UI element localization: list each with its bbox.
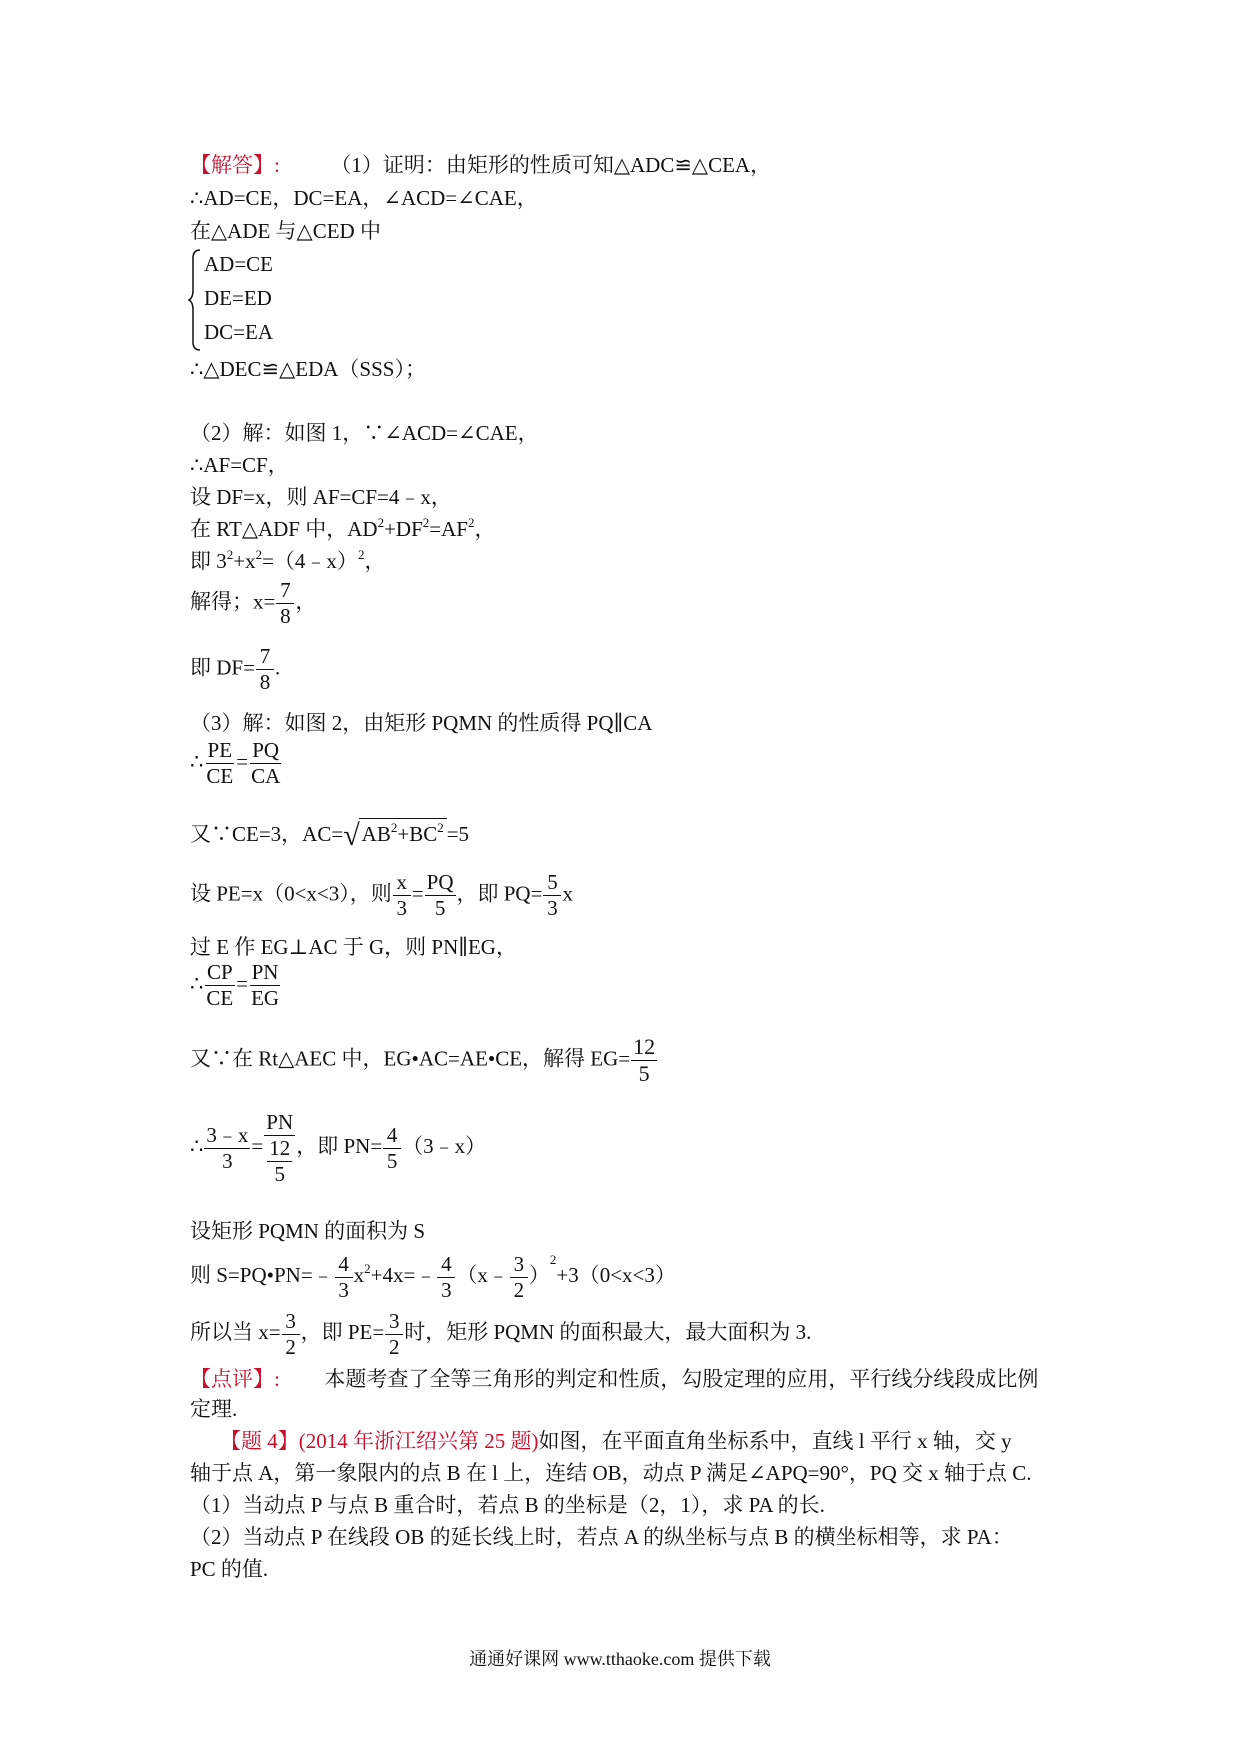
superscript: 2	[377, 515, 385, 530]
text: .	[274, 655, 281, 680]
text: +4x=﹣	[370, 1263, 437, 1287]
fraction	[543, 872, 561, 919]
text: 又∵在 Rt△AEC 中，EG•AC=AE•CE，解得 EG=	[190, 1046, 631, 1071]
p3-line6	[190, 962, 282, 1009]
text: x	[353, 1263, 365, 1287]
numerator: PQ	[426, 870, 454, 894]
fraction	[249, 962, 281, 1009]
comment-heading: 【点评】:	[190, 1367, 280, 1391]
superscript: 2	[364, 1261, 371, 1276]
superscript: 2	[549, 1252, 557, 1267]
p3-line4	[190, 872, 573, 919]
numerator: 4	[335, 1254, 353, 1278]
text: ，	[474, 517, 496, 541]
equals: =	[251, 1134, 264, 1158]
text: 则 S=PQ•PN=﹣	[190, 1263, 334, 1287]
text: =AF	[429, 517, 468, 541]
p3-line2	[190, 740, 283, 787]
therefore-symbol: ∴	[190, 971, 204, 996]
numerator: 3	[385, 1311, 403, 1335]
text: （3﹣x）	[402, 1134, 487, 1158]
page-footer: 通通好课网 www.tthaoke.com 提供下载	[469, 1649, 771, 1669]
problem4-label: 【题 4】(2014 年浙江绍兴第 25 题)	[220, 1429, 539, 1453]
fraction	[276, 580, 294, 627]
denominator: 5	[434, 896, 446, 920]
p2-line7	[190, 646, 280, 693]
numerator: x	[393, 872, 411, 896]
numerator: 7	[256, 646, 274, 670]
fraction	[385, 1308, 403, 1359]
superscript: 2	[357, 547, 365, 562]
denominator: CA	[251, 764, 281, 788]
p3-line10	[190, 1240, 676, 1310]
problem4-line-1	[220, 1428, 1012, 1454]
text: ，即 PN=	[296, 1134, 383, 1158]
denominator: CE	[206, 986, 234, 1010]
p3-line5: 过 E 作 EG⊥AC 于 G，则 PN∥EG，	[190, 935, 517, 959]
denominator: 2	[513, 1277, 525, 1302]
text: 在 RT△ADF 中，AD	[190, 517, 378, 541]
therefore-symbol: ∴	[190, 749, 204, 774]
equals: =	[236, 971, 249, 996]
p3-line3	[190, 818, 469, 850]
numerator: 12	[269, 1135, 291, 1160]
fraction	[631, 1036, 657, 1085]
p1-line2: ∴AD=CE，DC=EA，∠ACD=∠CAE，	[190, 186, 538, 210]
denominator: 3	[338, 1277, 349, 1302]
equals: =	[411, 881, 424, 906]
problem4-text: 如图，在平面直角坐标系中，直线 l 平行 x 轴，交 y	[538, 1429, 1012, 1453]
denominator: 5	[386, 1148, 398, 1173]
sqrt-icon: √	[343, 819, 360, 852]
problem4-line-5: PC 的值.	[190, 1557, 269, 1581]
denominator: 3	[222, 1148, 233, 1173]
superscript: 2	[255, 547, 263, 562]
comment-line-2: 定理.	[190, 1397, 238, 1421]
text: 解得；x=	[190, 589, 276, 614]
text: （x﹣	[456, 1263, 509, 1287]
p3-line8	[190, 1106, 486, 1186]
superscript: 2	[422, 515, 430, 530]
denominator: 8	[280, 604, 291, 628]
denominator: 3	[396, 896, 408, 920]
numerator: 3	[282, 1311, 300, 1335]
p3-line11	[190, 1302, 811, 1362]
fraction	[267, 1135, 292, 1186]
p2-line3: 设 DF=x，则 AF=CF=4﹣x，	[190, 485, 452, 509]
numerator: PQ	[252, 738, 280, 762]
p3-line9: 设矩形 PQMN 的面积为 S	[190, 1219, 426, 1243]
fraction	[204, 1122, 250, 1173]
system-row-1: AD=CE	[204, 252, 274, 276]
fraction	[249, 740, 282, 787]
numerator: 7	[276, 580, 294, 604]
text: x	[562, 881, 573, 906]
p2-line1: （2）解：如图 1，∵∠ACD=∠CAE，	[190, 421, 539, 445]
text: 设 PE=x（0<x<3），则	[190, 881, 392, 906]
numerator: 3﹣x	[206, 1122, 249, 1147]
text: +BC	[397, 822, 438, 846]
denominator: 5	[274, 1161, 285, 1186]
sqrt-radicand	[359, 818, 447, 850]
superscript: 2	[390, 820, 398, 835]
fraction	[425, 872, 456, 919]
text: 即 DF=	[190, 655, 255, 680]
denominator: CE	[206, 764, 234, 788]
p1-intro: （1）证明：由矩形的性质可知△ADC≌△CEA，	[330, 153, 772, 177]
denominator: 2	[285, 1334, 296, 1359]
numerator: 5	[543, 872, 561, 896]
problem4-line-3: （1）当动点 P 与点 B 重合时，若点 B 的坐标是（2，1），求 PA 的长.	[190, 1493, 825, 1517]
fraction	[393, 872, 411, 919]
compound-fraction	[264, 1109, 295, 1186]
numerator: PN	[251, 960, 279, 984]
fraction	[256, 646, 274, 693]
text: 又∵CE=3，AC=	[190, 822, 344, 846]
system-row-3: DC=EA	[204, 320, 274, 344]
text: +x	[233, 549, 256, 573]
p2-line5	[190, 548, 385, 577]
denominator	[264, 1136, 295, 1185]
superscript: 2	[226, 547, 234, 562]
denominator: 8	[259, 670, 271, 694]
numerator: 12	[633, 1034, 656, 1059]
left-brace-icon	[188, 248, 202, 352]
text: +3（0<x<3）	[556, 1263, 676, 1287]
denominator: 5	[638, 1061, 650, 1086]
comment-line-1	[190, 1366, 1038, 1392]
fraction	[282, 1308, 300, 1359]
fraction	[510, 1251, 528, 1302]
text: 时，矩形 PQMN 的面积最大，最大面积为 3.	[404, 1320, 812, 1344]
text: ，	[295, 589, 317, 614]
text: ，即 PE=	[300, 1320, 385, 1344]
fraction	[335, 1251, 353, 1302]
p3-line1: （3）解：如图 2，由矩形 PQMN 的性质得 PQ∥CA	[190, 711, 653, 735]
denominator: 3	[441, 1277, 452, 1302]
text: =5	[446, 822, 470, 846]
p1-conclusion: ∴△DEC≌△EDA（SSS）；	[190, 357, 426, 381]
superscript: 2	[437, 820, 444, 835]
text: 即 3	[190, 549, 227, 573]
problem4-line-4: （2）当动点 P 在线段 OB 的延长线上时，若点 A 的纵坐标与点 B 的横坐标相等，求 PA：	[190, 1525, 1013, 1549]
denominator: EG	[251, 986, 280, 1010]
text: 所以当 x=	[190, 1320, 281, 1344]
text: +DF	[384, 517, 423, 541]
p2-line4	[190, 516, 495, 545]
system-row-2: DE=ED	[204, 286, 272, 310]
numerator: PN	[266, 1109, 294, 1134]
denominator: 2	[388, 1334, 400, 1359]
numerator: CP	[206, 960, 233, 984]
fraction	[437, 1251, 455, 1302]
text: AB	[361, 822, 391, 846]
fraction	[383, 1122, 401, 1173]
solution-line-1	[190, 152, 771, 178]
solution-heading: 【解答】:	[190, 153, 280, 177]
numerator: 4	[437, 1254, 455, 1278]
denominator: 3	[547, 896, 558, 920]
text: ，即 PQ=	[456, 881, 543, 906]
problem4-line-2: 轴于点 A，第一象限内的点 B 在 l 上，连结 OB，动点 P 满足∠APQ=90°，PQ 交 x 轴于点 C.	[190, 1461, 1032, 1485]
text: =（4﹣x）	[262, 549, 358, 573]
p3-line7	[190, 1036, 658, 1085]
numerator: 4	[383, 1125, 401, 1149]
p2-line2: ∴AF=CF，	[190, 453, 289, 477]
equals: =	[236, 749, 249, 774]
superscript: 2	[467, 515, 475, 530]
numerator: PE	[207, 738, 233, 762]
p1-line3: 在△ADE 与△CED 中	[190, 219, 381, 243]
text: ）	[528, 1263, 550, 1287]
numerator: 3	[510, 1254, 528, 1278]
therefore-symbol: ∴	[190, 1134, 204, 1158]
fraction	[204, 740, 235, 787]
comment-text: 本题考查了全等三角形的判定和性质，勾股定理的应用，平行线分线段成比例	[324, 1367, 1039, 1391]
fraction	[204, 962, 235, 1009]
p2-line6	[190, 580, 316, 627]
text: ，	[364, 549, 386, 573]
